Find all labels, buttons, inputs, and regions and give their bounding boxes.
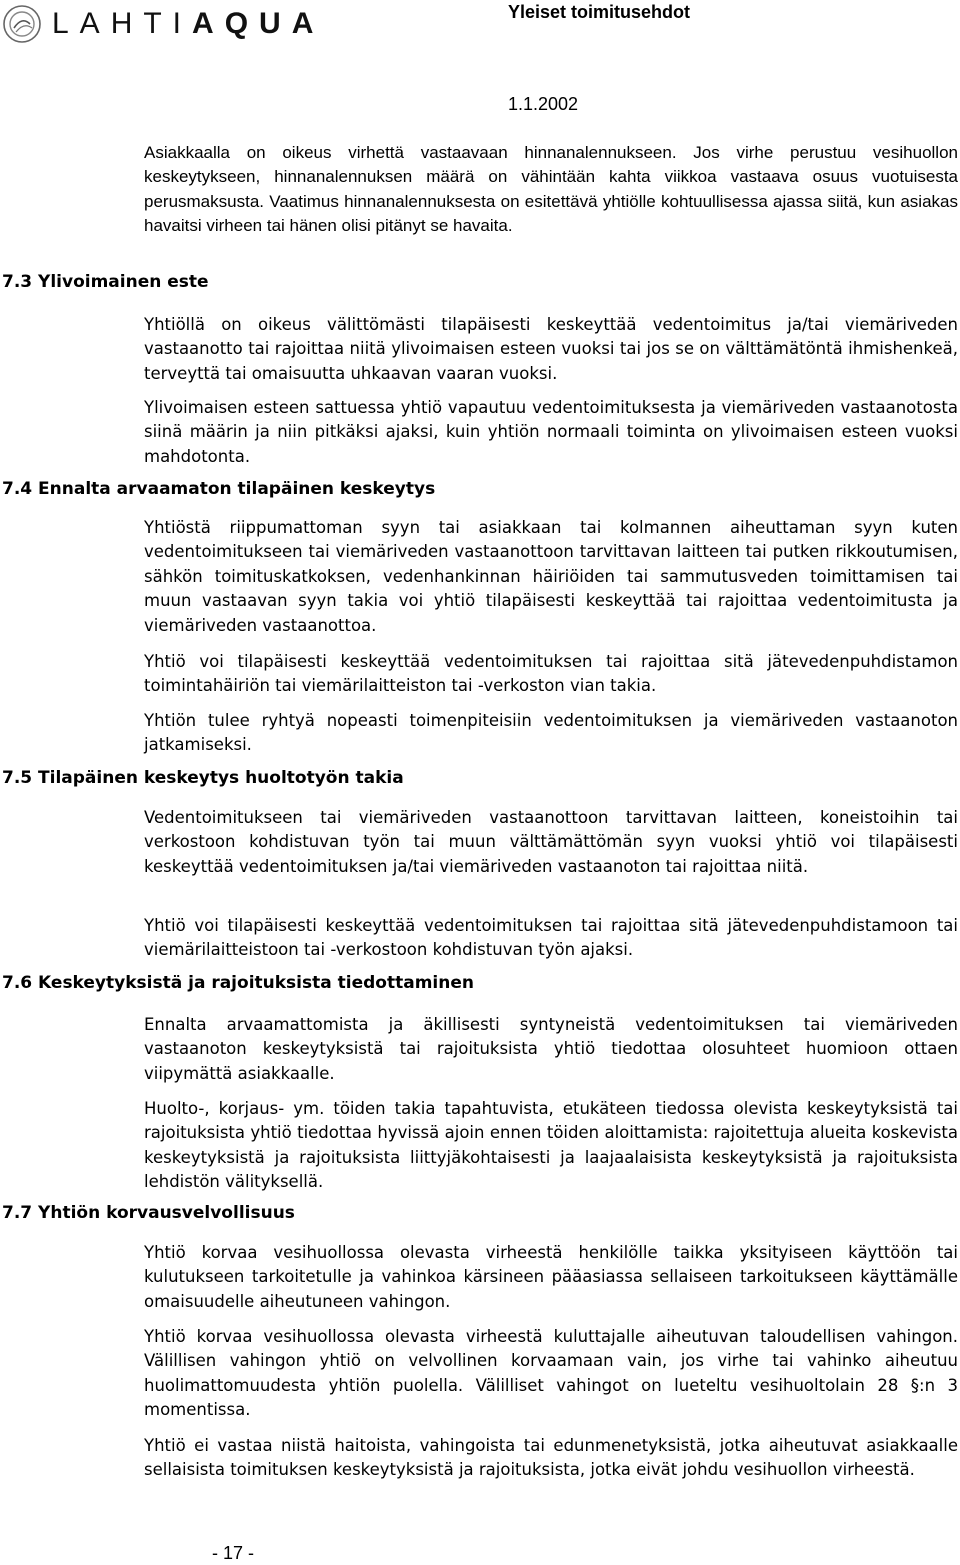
section-7-4-paragraph-1: Yhtiöstä riippumattoman syyn tai asiakkaan tai kolmannen aiheuttaman syyn kuten vedentoimitukseen tai viemäriveden vastaanottoon tarvittavan laitteen tai putken rikkoutumisen, sähkön toimituskatkoksen, vedenhankinnan häiriöiden tai sammutusveden toimittamisen tai muun vastaavan syyn takia voi yhtiö tilapäisesti keskeyttää tai rajoittaa vedentoimitusta ja viemäriveden vastaanottoa. [144, 518, 958, 635]
document-title: Yleiset toimitusehdot [508, 2, 691, 22]
logo-bold-text: AQUA [192, 7, 325, 40]
logo-light-text: LAHTI [52, 7, 193, 40]
section-7-5-paragraph-1: Vedentoimitukseen tai viemäriveden vastaanottoon tarvittavan laitteen, koneistoihin tai verkostoon kohdistuvan työn tai muun välttämättömän syyn vuoksi yhtiö voi tilapäisesti keskeyttää vedentoimituksen ja/tai viemäriveden vastaanoton tai rajoittaa niitä. [144, 808, 958, 876]
section-7-4-paragraph-3: Yhtiön tulee ryhtyä nopeasti toimenpiteisiin vedentoimituksen ja viemäriveden vastaanoton jatkamiseksi. [144, 711, 958, 755]
page-number: - 17 - [212, 1543, 255, 1563]
section-7-6-paragraph-1: Ennalta arvaamattomista ja äkillisesti syntyneistä vedentoimituksen tai viemäriveden vastaanoton keskeytyksistä tai rajoituksista yhtiö tiedottaa olosuhteet huomioon ottaen viipymättä asiakkaalle. [144, 1015, 958, 1083]
logo-wordmark [52, 7, 324, 41]
section-7-7-paragraph-3: Yhtiö ei vastaa niistä haitoista, vahingoista tai edunmenetyksistä, jotka aiheutuvat asiakkaalle sellaisista toimituksen keskeytyksistä ja rajoituksista, jotka eivät johdu vesihuollon virheestä. [144, 1436, 958, 1480]
section-heading-7-7: 7.7 Yhtiön korvausvelvollisuus [2, 1203, 295, 1223]
section-heading-7-6: 7.6 Keskeytyksistä ja rajoituksista tiedottaminen [2, 973, 474, 993]
section-7-5-paragraph-2: Yhtiö voi tilapäisesti keskeyttää vedentoimituksen tai rajoittaa sitä jätevedenpuhdistamoon tai viemärilaitteistoon tai -verkostoon kohdistuvan työn ajaksi. [144, 916, 958, 960]
section-7-3-paragraph-1: Yhtiöllä on oikeus välittömästi tilapäisesti keskeyttää vedentoimitus ja/tai viemäriveden vastaanotto tai rajoittaa niitä ylivoimaisen esteen vuoksi tai jos se on välttämätöntä ihmishenkeä, terveyttä tai omaisuutta uhkaavan vaaran vuoksi. [144, 315, 958, 383]
section-7-6-paragraph-2: Huolto-, korjaus- ym. töiden takia tapahtuvista, etukäteen tiedossa olevista keskeytyksistä tai rajoituksista yhtiö tiedottaa hyvissä ajoin ennen töiden aloittamista: rajoitettuja alueita koskevista keskeytyksistä ja rajoituksista liittyjäkohtaisesti ja laajaalaisista keskeytyksistä ja rajoituksista lehdistön välityksellä. [144, 1099, 958, 1192]
section-heading-7-3: 7.3 Ylivoimainen este [2, 272, 209, 292]
intro-paragraph: Asiakkaalla on oikeus virhettä vastaavaan hinnanalennukseen. Jos virhe perustuu vesihuollon keskeytykseen, hinnanalennuksen määrä on vähintään kahta viikkoa vastaava osuus vuotuisesta perusmaksusta. Vaatimus hinnanalennuksesta on esitettävä yhtiölle kohtuullisessa ajassa siitä, kun asiakas havaitsi virheen tai hänen olisi pitänyt se havaita. [144, 143, 958, 236]
section-7-7-paragraph-2: Yhtiö korvaa vesihuollossa olevasta virheestä kuluttajalle aiheutuvan taloudellisen vahingon. Välillisen vahingon yhtiö on velvollinen korvaamaan vain, jos virhe tai vahinko aiheutuu huolimattomuudesta yhtiön puolella. Välilliset vahingot on lueteltu vesihuoltolain 28 §:n 3 momentissa. [144, 1327, 958, 1420]
lahti-aqua-logo [0, 2, 324, 46]
section-heading-7-5: 7.5 Tilapäinen keskeytys huoltotyön takia [2, 768, 404, 788]
logo-emblem-icon [2, 4, 42, 44]
section-7-3-paragraph-2: Ylivoimaisen esteen sattuessa yhtiö vapautuu vedentoimituksesta ja viemäriveden vastaanotosta siinä määrin ja niin pitkäksi ajaksi, kuin yhtiön normaali toiminta on ylivoimaisen esteen vuoksi mahdotonta. [144, 398, 958, 466]
section-7-4-paragraph-2: Yhtiö voi tilapäisesti keskeyttää vedentoimituksen tai rajoittaa sitä jätevedenpuhdistamon toimintahäiriön tai viemärilaitteiston tai -verkoston vian takia. [144, 652, 958, 696]
section-heading-7-4: 7.4 Ennalta arvaamaton tilapäinen keskeytys [2, 479, 436, 499]
section-7-7-paragraph-1: Yhtiö korvaa vesihuollossa olevasta virheestä henkilölle taikka yksityiseen käyttöön tai kulutukseen tarkoitetulle ja vahinkoa kärsineen pääasiassa sellaiseen tarkoitukseen käyttämälle omaisuudelle aiheutuneen vahingon. [144, 1243, 958, 1311]
document-date: 1.1.2002 [508, 94, 579, 114]
